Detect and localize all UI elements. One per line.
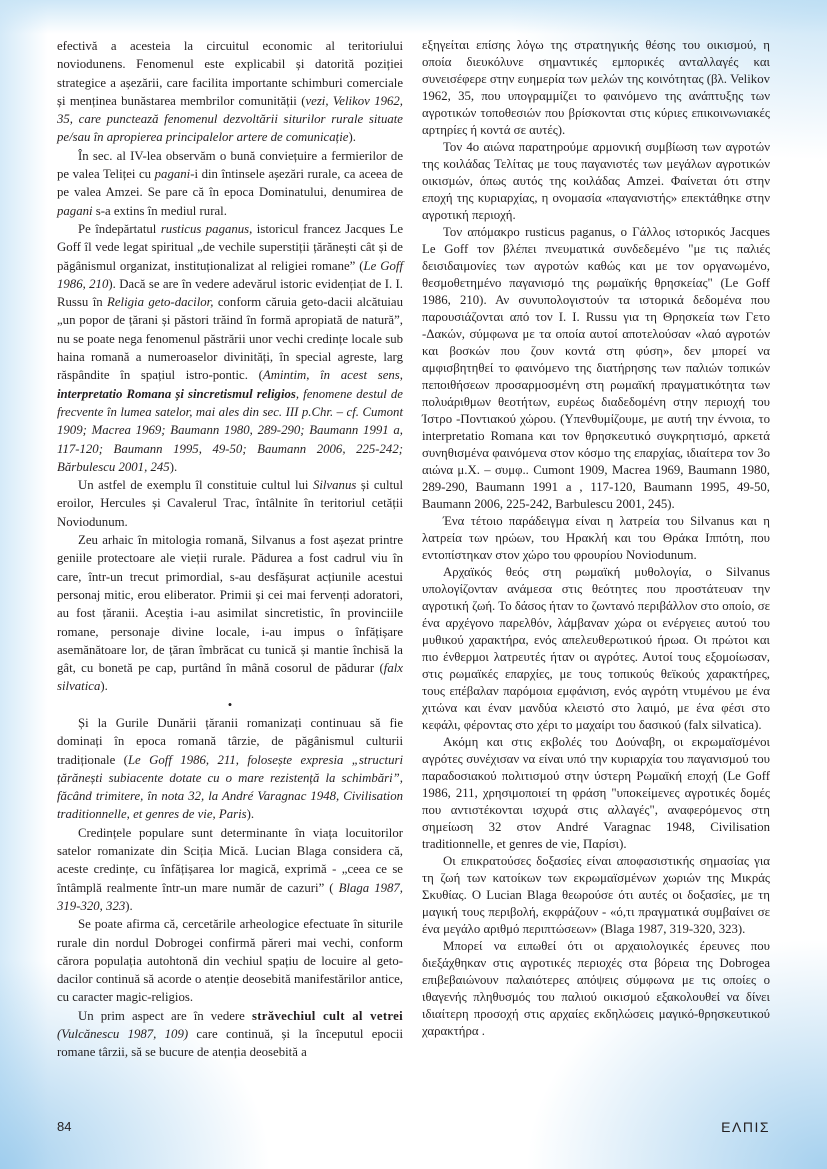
text-run: Οι επικρατούσες δοξασίες είναι αποφασιστικής σημασίας για τη ζωή των κατοίκων των εκρωμαϊσμένων χωριών της Μικράς Σκυθίας. Ο Lucian Blaga θεωρούσε ότι αυτές οι δοξασίες, με τη μαγική τους περιβολή, εκφράζουν - «ό,τι πραγματικά συμβαίνει σε ένα μεγάλο αριθμό περιπτώσεων» (Blaga 1987, 319-320, 323).	[422, 854, 770, 936]
emphasized-text: interpretatio Romana și sincretismul religios	[57, 386, 296, 401]
emphasized-text: Amintim, în acest sens,	[262, 368, 403, 383]
paragraph	[57, 915, 403, 1006]
text-run: Pe îndepărtatul	[78, 221, 161, 236]
paragraph	[422, 564, 770, 734]
emphasized-text: rusticus paganus	[160, 221, 250, 236]
text-run: Ένα τέτοιο παράδειγμα είναι η λατρεία του Silvanus και η λατρεία των ηρώων, του Ηρακλή και του Θράκα Ιππότη, που εντοπίστηκαν στον χώρο του φρουρίου Noviodunum.	[422, 514, 770, 562]
paragraph	[57, 531, 403, 696]
text-run: -i din întinsele așezări rurale, ca aceea de pe valea Amzei. Se pare că în epoca Dominatului, denumirea de	[57, 167, 403, 200]
section-separator	[57, 696, 403, 714]
text-run: ).	[348, 130, 356, 145]
text-run: și cultul eroilor, Hercules și Cavalerul Trac, întâlnite în teritoriul cetății Noviodunum.	[57, 478, 404, 529]
emphasized-text: Blaga 1987, 319-320, 323	[57, 880, 404, 913]
paragraph	[57, 824, 403, 915]
emphasized-text: falx silvatica	[57, 661, 403, 694]
emphasized-text: Religia geto-dacilor,	[107, 295, 214, 310]
text-run: εξηγείται επίσης λόγω της στρατηγικής θέσης του οικισμού, η οποία διευκόλυνε σημαντικές εμπορικές ανταλλαγές και συνεισέφερε στην ευημερία των μελών της κοινότητας (βλ. Velikov 1962, 35, που υπογραμμίζει το φαινόμενο της ανάπτυξης των αγροτικών τοποθεσιών που βρίσκονται στις κύριες επικοινωνιακές αρτηρίες ή κοντά σε αυτές).	[422, 38, 770, 137]
paragraph	[422, 513, 770, 564]
text-run: ).	[169, 459, 178, 474]
text-run: ). Dacă se are în vedere adevărul istoric evidențiat de I. I. Russu în	[57, 276, 403, 310]
text-run: Un astfel de exemplu îl constituie cultul lui	[78, 478, 313, 493]
emphasized-text: pagani	[154, 167, 191, 182]
text-run: Αρχαϊκός θεός στη ρωμαϊκή μυθολογία, ο Silvanus υπολογίζονταν ανάμεσα στις θεότητες που προστάτευαν την αγροτική ζωή. Το δάσος ήταν το ζωντανό περιβάλλον στο οποίο, σε ένα αρχέγονο παρελθόν, λάμβαναν χώρα οι ενέργειες αυτού του μυθικού χαρακτήρα, ενός απελευθερωτικού ήρωα. Οι πρώτοι και πιο ένθερμοι λατρευτές ήταν οι αγρότες. Αυτοί τους εξομοίωσαν, στις ρωμαϊκές επαρχίες, με τους τοπικούς θεϊκούς χαρακτήρες, τους επέβαλαν παρόμοια εμφάνιση, ενός αγρότη ντυμένου με ένα χιτώνα και έναν μανδύα κλειστό στο λαιμό, με ένα φέσι στο κεφάλι, φέροντας στο χέρι το μαχαίρι του δασικού (falx silvatica).	[422, 565, 770, 732]
paragraph	[422, 37, 770, 139]
text-run: Zeu arhaic în mitologia romană, Silvanus a fost așezat printre geniile protectoare ale vieții rurale. Pădurea a fost cadrul viu în care, într-un trecut primordial, s-au desfășurat acțiunile acestui personaj mitic, erou eliberator. Primii și cei mai fervenți adoratori, au fost țăranii. Aceștia i-au asimilat sincretistic, în provinciile romane, personaje divine locale, i-au impus o înfățișare asemănătoare lor, de țăran îmbrăcat cu tunică și mantie închisă la gât, cu bonetă pe cap, purtând în mână cosorul de pădurar (	[57, 533, 403, 676]
paragraph	[422, 938, 770, 1040]
paragraph	[57, 37, 403, 147]
emphasized-text: pagani	[57, 203, 93, 218]
emphasized-text: , fenomene destul de frecvente în lumea satelor, mai ales din sec. III p.Chr. – cf. Cumont 1909; Macrea 1969; Baumann 1980, 289-290; Baumann 1991 a, 117-120; Baumann 1995, 49-50; Baumann 2006, 225-242; Bărbulescu 2001, 245	[57, 386, 403, 474]
paragraph	[57, 1007, 403, 1062]
emphasized-text: vezi, Velikov 1962, 35, care punctează fenomenul dezvoltării siturilor rurale situate pe/sau în apropierea principalelor artere de comunicație	[57, 93, 404, 145]
emphasized-text: Silvanus	[312, 478, 357, 493]
column-greek	[422, 37, 770, 1040]
text-run: Ακόμη και στις εκβολές του Δούναβη, οι εκρωμαϊσμένοι αγρότες συνέχισαν να είναι υπό την κυριαρχία του παγανισμού του παραδοσιακού πολιτισμού στην ύστερη Ρωμαϊκή εποχή (Le Goff 1986, 211, χρησιμοποιεί τη φράση "υποκείμενες αγροτικές δομές που αντιστέκονται ισχυρά στις αλλαγές", αναφερόμενος στη σημείωση 32 στον André Varagnac 1948, Civilisation traditionnelle, et genres de vie, Παρίσι).	[422, 735, 770, 851]
paragraph	[422, 139, 770, 224]
text-run: ).	[125, 898, 133, 913]
text-run: s-a extins în mediul rural.	[92, 203, 227, 218]
emphasized-text: Le Goff 1986, 211, folosește expresia „structuri țărănești subiacente dotate cu o mare rezistență la schimbări”, făcând trimitere, în nota 32, la André Varagnac 1948, Civilisation traditionnelle, et genres de vie, Paris	[57, 752, 403, 822]
text-run: Un prim aspect are în vedere	[78, 1008, 252, 1023]
emphasized-text: străvechiul cult al vetrei	[251, 1008, 403, 1023]
paragraph	[422, 853, 770, 938]
text-run: Și la Gurile Dunării țăranii romanizați continuau să fie dominați în epoca romană târzie, de păgânismul culturii tradiționale (	[57, 715, 403, 767]
paragraph	[422, 224, 770, 513]
text-run: ).	[246, 807, 255, 822]
emphasized-text: Le Goff 1986, 210	[57, 258, 404, 291]
paragraph	[422, 734, 770, 853]
paragraph	[57, 714, 403, 824]
text-run: conform căruia geto-dacii alcătuiau „un popor de țărani și păstori trăind în formă apropiată de natură”, nu se poate nega fenomenul păstrării unor vechi credințe locale sub haina romană a numeroaselor divinități, în special agreste, larg răspândite în spațiul istro-pontic. (	[57, 295, 403, 383]
paragraph	[57, 220, 403, 476]
page-number: 84	[57, 1119, 72, 1134]
text-run: care continuă, și la începutul epocii romane târzii, să se bucure de atenția deosebită a	[57, 1027, 403, 1060]
magazine-title: ΕΛΠΙΣ	[721, 1119, 770, 1135]
text-run: Μπορεί να ειπωθεί ότι οι αρχαιολογικές έρευνες που διεξάχθηκαν στις αγροτικές περιοχές στα βόρεια της Dobrogea επιβεβαιώνουν παλαιότερες απόψεις σύμφωνα με τις οποίες ο ιθαγενής πληθυσμός του παλιού οικισμού εξακολουθεί να δίνει ιδιαίτερη προσοχή στις αρχαίες εκδηλώσεις μαγικό-θρησκευτικού χαρακτήρα .	[422, 939, 770, 1038]
text-run: Τον 4ο αιώνα παρατηρούμε αρμονική συμβίωση των αγροτών της κοιλάδας Τελίτας με τους παγανιστές των μεγάλων αγροτικών οικισμών, όπως αυτός της κοιλάδας Amzei. Φαίνεται ότι στην εποχή της κυριαρχίας, η ονομασία «παγανιστής» επεκτάθηκε στην αγροτική περιοχή.	[422, 140, 770, 222]
text-run: Credințele populare sunt determinante în viața locuitorilor satelor romanizate din Sciția Mică. Lucian Blaga considera că, aceste credințe, cu înfățișarea lor magică, exprimă - „ceea ce se întâmplă realmente într-un mare număr de cazuri” (	[57, 825, 403, 895]
text-run: ).	[100, 679, 108, 694]
text-run: •	[227, 697, 233, 712]
text-run: efectivă a acesteia la circuitul economic al teritoriului noviodunens. Fenomenul este explicabil și datorită poziției strategice a așezării, care facilita importante schimburi comerciale și menținea bunăstarea membrilor comunității (	[57, 39, 403, 108]
paragraph	[57, 147, 403, 220]
text-run: Τον απόμακρο rusticus paganus, ο Γάλλος ιστορικός Jacques Le Goff τον βλέπει πνευματικά συνδεδεμένο "με τις παλιές δεισιδαιμονίες των αγροτών καθώς και με τον οργανωμένο, θεσμοθετημένο παγανισμό της ρωμαϊκής θρησκείας" (Le Goff 1986, 210). Αν συνυπολογιστούν τα ιστορικά δεδομένα που παρουσιάζονται από τον I. I. Russu για τη Θρησκεία των Γετο -Δακών, σύμφωνα με τα οποία αυτοί αποτελούσαν «λαό αγροτών και βοσκών που ζουν κοντά στη φύση», δεν μπορεί να αμφισβητηθεί το φαινόμενο της διατήρησης των παλιών τοπικών πεποιθήσεων προσαρμοσμένη στη ρωμαϊκή πραγματικότητα των πολυάριθμων θεοτήτων, ευρέως διαδεδομένη στην περιοχή του Ίστρο -Ποντιακού χώρου. (Υπενθυμίζουμε, με αυτή την έννοια, το interpretatio Romana και τον θρησκευτικό συγκρητισμό, αρκετά συνηθισμένα φαινόμενα στον κόσμο της επαρχίας, ιδιαίτερα τον 3ο αιώνα μ.Χ. – συμφ.. Cumont 1909, Macrea 1969, Baumann 1980, 289-290, Baumann 1991 a , 117-120, Baumann 1995, 49-50, Baumann 2006, 225-242, Barbulescu 2001, 245).	[422, 225, 770, 511]
paragraph	[57, 476, 403, 531]
text-run: Se poate afirma că, cercetările arheologice efectuate în siturile rurale din nordul Dobrogei confirmă păreri mai vechi, conform cărora populația autohtonă din vechiul spațiu de locuire al geto-dacilor continuă să acorde o atenție deosebită manifestărilor antice, cu caracter magic-religios.	[57, 917, 403, 1005]
column-romanian	[57, 37, 403, 1062]
text-run: În sec. al IV-lea observăm o bună conviețuire a fermierilor de pe valea Teliței cu	[57, 148, 403, 182]
emphasized-text: (Vulcănescu 1987, 109)	[57, 1027, 189, 1042]
text-run: , istoricul francez Jacques Le Goff îl vede legat spiritual „de vechile superstiții țărănești cât și de păgânismul organizat, instituționalizat al religiei romane” (	[57, 221, 403, 273]
